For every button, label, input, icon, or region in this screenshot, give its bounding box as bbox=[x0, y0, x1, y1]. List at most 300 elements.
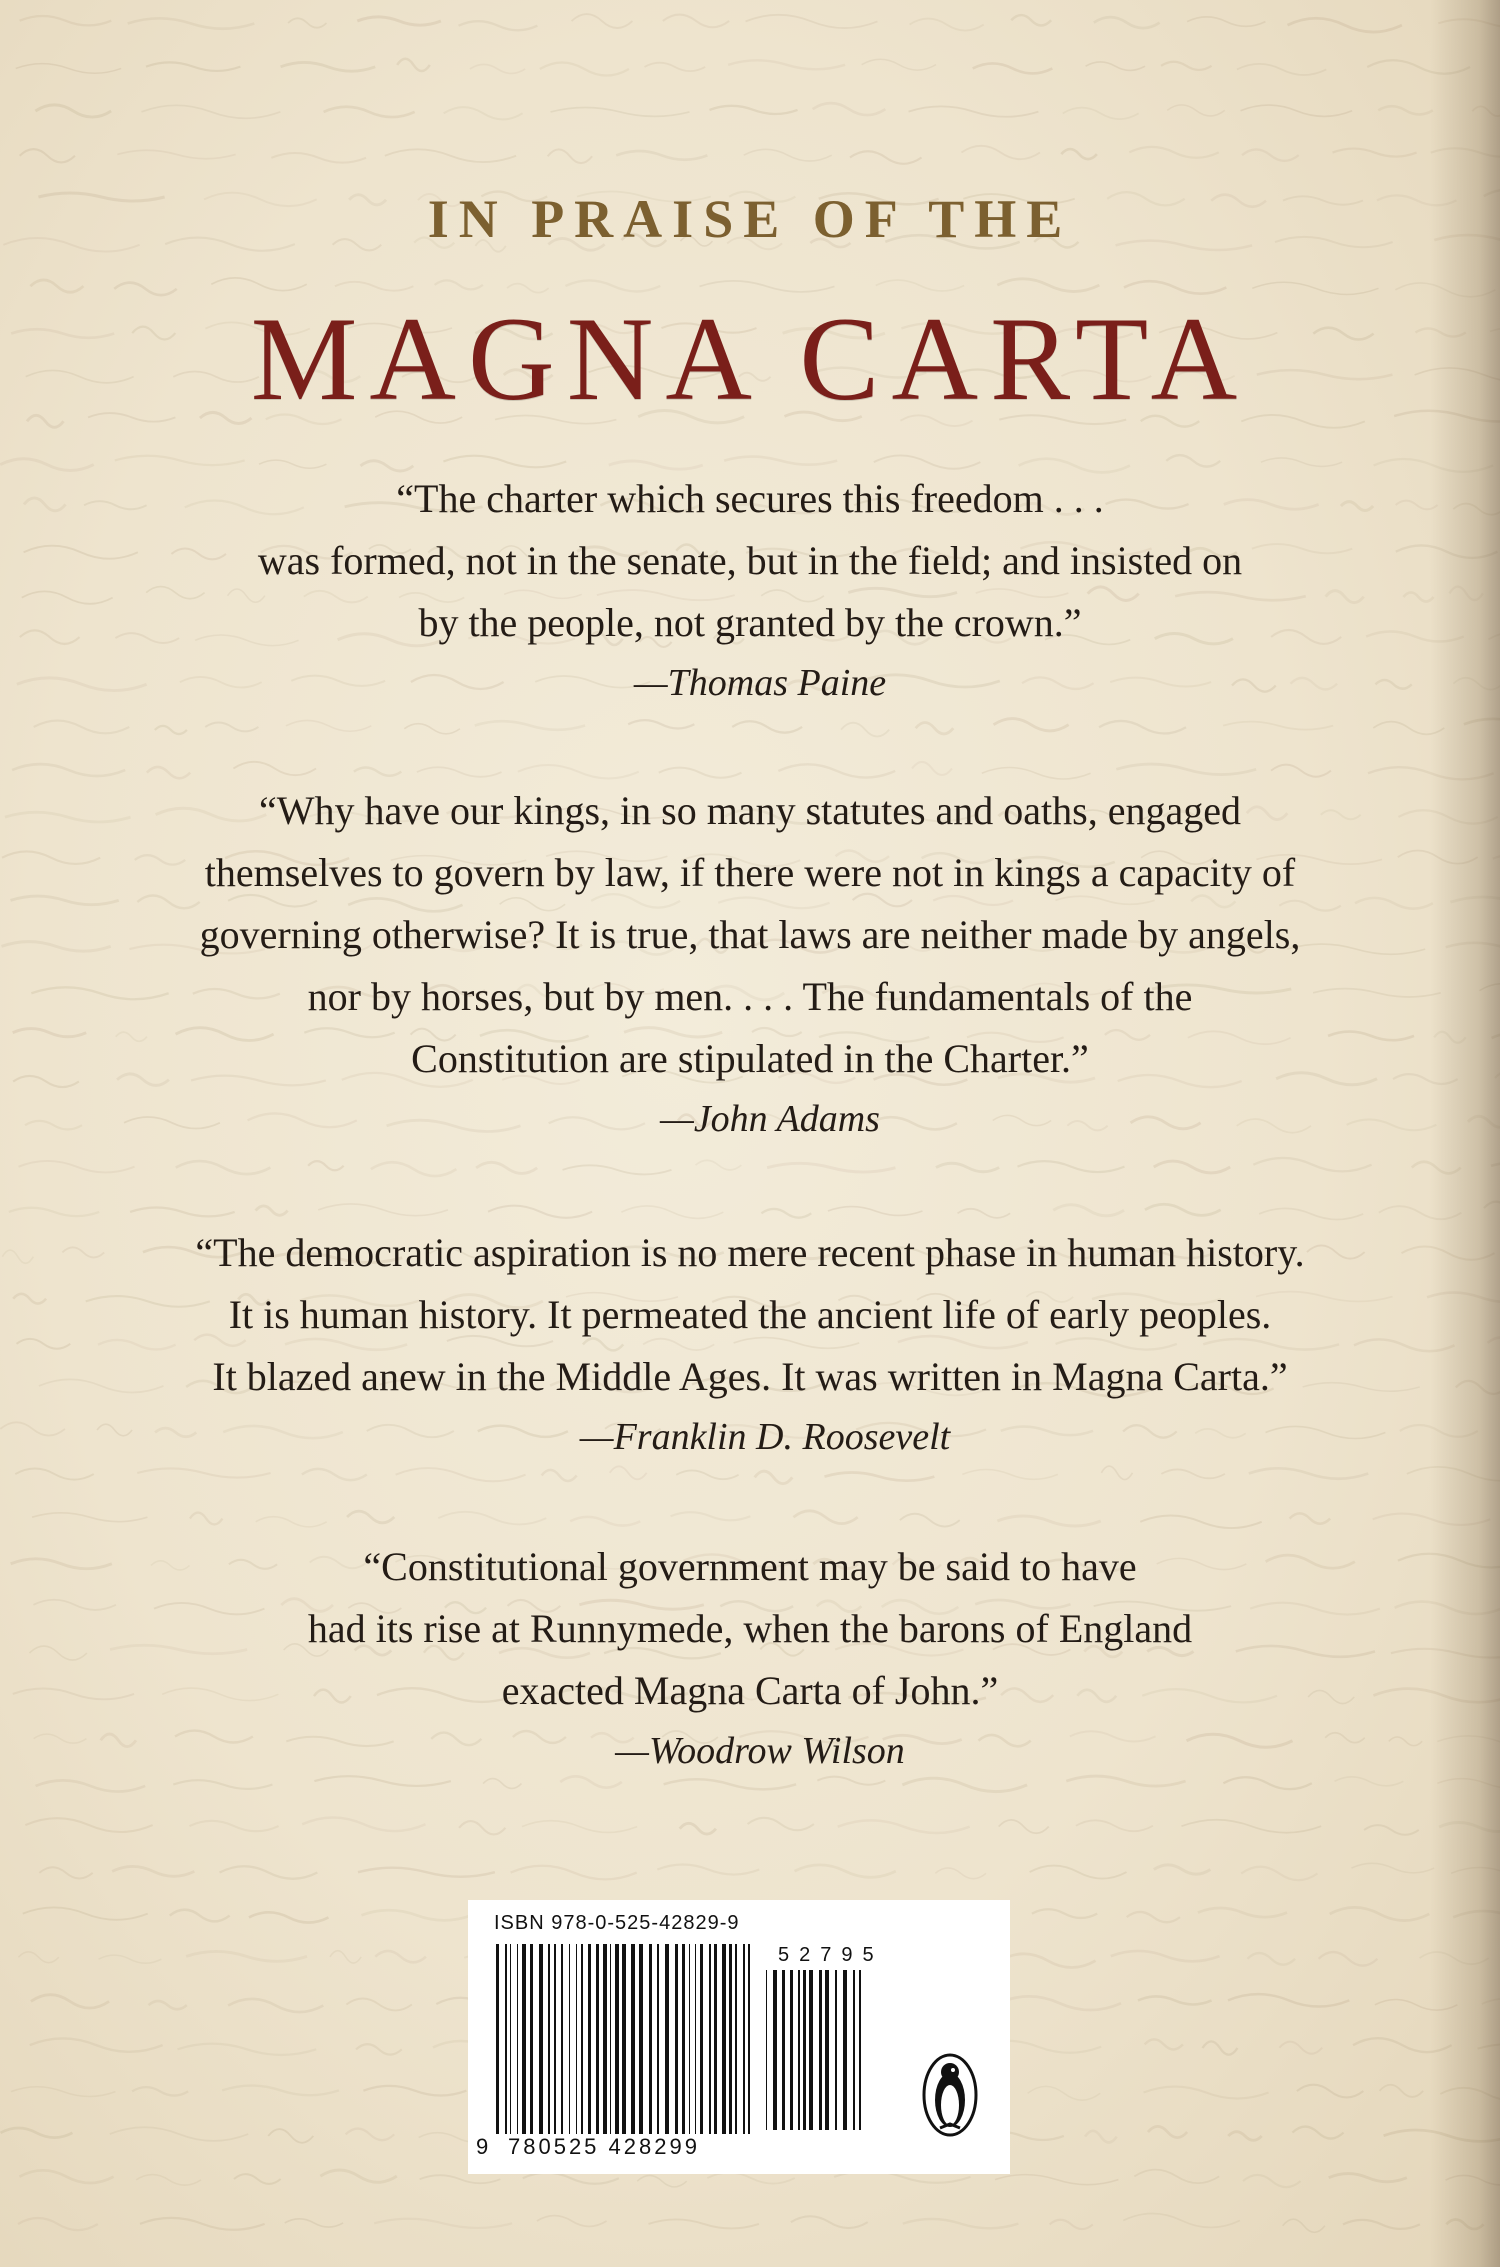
barcode-bar bbox=[825, 1970, 829, 2130]
barcode-main-digits: 780525 428299 bbox=[508, 2134, 700, 2159]
manuscript-stroke bbox=[190, 1513, 223, 1525]
manuscript-stroke bbox=[610, 1466, 647, 1479]
quote-line: “Why have our kings, in so many statutes and oaths, engaged bbox=[259, 788, 1241, 833]
barcode-bar bbox=[530, 1944, 533, 2134]
manuscript-stroke bbox=[1297, 2085, 1364, 2098]
manuscript-stroke bbox=[676, 1470, 738, 1479]
manuscript-stroke bbox=[32, 1513, 147, 1522]
manuscript-stroke bbox=[346, 1998, 411, 2010]
manuscript-stroke bbox=[385, 149, 516, 162]
manuscript-stroke bbox=[1493, 855, 1500, 863]
manuscript-stroke bbox=[1154, 1865, 1211, 1874]
manuscript-stroke bbox=[958, 1209, 1011, 1218]
manuscript-stroke bbox=[1488, 1337, 1500, 1348]
manuscript-stroke bbox=[903, 2219, 1019, 2228]
manuscript-stroke bbox=[935, 1868, 986, 1879]
manuscript-stroke bbox=[99, 1955, 162, 1963]
manuscript-stroke bbox=[318, 1204, 448, 1216]
manuscript-stroke bbox=[1468, 1116, 1500, 1127]
manuscript-stroke bbox=[728, 60, 845, 69]
barcode-bar bbox=[510, 1944, 511, 2134]
manuscript-stroke bbox=[1288, 18, 1402, 32]
manuscript-stroke bbox=[563, 1165, 672, 1174]
manuscript-stroke bbox=[1491, 1162, 1500, 1170]
manuscript-stroke bbox=[211, 278, 306, 291]
manuscript-stroke bbox=[1319, 1952, 1378, 1966]
manuscript-stroke bbox=[1154, 1161, 1230, 1173]
manuscript-stroke bbox=[916, 722, 954, 733]
manuscript-stroke bbox=[1490, 327, 1500, 337]
manuscript-stroke bbox=[551, 107, 690, 116]
manuscript-stroke bbox=[998, 1996, 1121, 2010]
manuscript-stroke bbox=[1283, 2219, 1325, 2232]
manuscript-stroke bbox=[1379, 1206, 1462, 1219]
barcode-bar bbox=[729, 1944, 732, 2134]
manuscript-stroke bbox=[1446, 943, 1500, 952]
quote-attribution: —Thomas Paine bbox=[633, 662, 887, 704]
barcode-bar bbox=[581, 1944, 583, 2134]
barcode-bar bbox=[695, 1944, 696, 2134]
manuscript-stroke bbox=[140, 2218, 265, 2230]
manuscript-stroke bbox=[540, 62, 629, 75]
manuscript-stroke bbox=[1373, 722, 1444, 735]
manuscript-stroke bbox=[268, 2129, 313, 2143]
manuscript-stroke bbox=[13, 1294, 46, 1304]
manuscript-stroke bbox=[1437, 1779, 1500, 1788]
barcode-bar bbox=[554, 1944, 556, 2134]
barcode-bar bbox=[603, 1944, 607, 2134]
manuscript-stroke bbox=[1167, 105, 1225, 116]
manuscript-stroke bbox=[1449, 587, 1482, 600]
manuscript-stroke bbox=[962, 1469, 1057, 1479]
manuscript-stroke bbox=[572, 14, 633, 28]
manuscript-stroke bbox=[862, 59, 936, 70]
manuscript-stroke bbox=[1329, 2174, 1407, 2182]
manuscript-stroke bbox=[128, 18, 255, 28]
barcode-bar bbox=[859, 1970, 861, 2130]
manuscript-stroke bbox=[361, 1910, 471, 1920]
manuscript-stroke bbox=[11, 2087, 115, 2097]
barcode-bar bbox=[665, 1944, 669, 2134]
quote-line: It is human history. It permeated the ancient life of early peoples. bbox=[228, 1292, 1272, 1337]
manuscript-stroke bbox=[228, 1999, 323, 2012]
barcode-bar bbox=[657, 1944, 659, 2134]
isbn-label: ISBN 978-0-525-42829-9 bbox=[494, 1912, 740, 1934]
manuscript-stroke bbox=[170, 1910, 230, 1922]
manuscript-stroke bbox=[19, 1161, 135, 1173]
manuscript-stroke bbox=[1140, 1516, 1261, 1529]
manuscript-stroke bbox=[910, 19, 984, 31]
manuscript-stroke bbox=[324, 107, 415, 117]
manuscript-stroke bbox=[628, 720, 694, 728]
manuscript-stroke bbox=[732, 721, 802, 732]
manuscript-stroke bbox=[438, 1512, 546, 1525]
manuscript-stroke bbox=[1111, 1951, 1220, 1961]
manuscript-stroke bbox=[31, 1995, 109, 2008]
manuscript-stroke bbox=[1384, 2130, 1500, 2141]
manuscript-stroke bbox=[755, 1471, 793, 1484]
manuscript-stroke bbox=[1138, 1996, 1212, 2004]
manuscript-stroke bbox=[347, 1511, 394, 1523]
barcode-bar bbox=[790, 1970, 793, 2130]
manuscript-stroke bbox=[256, 1517, 327, 1527]
manuscript-stroke bbox=[363, 2086, 466, 2096]
manuscript-stroke bbox=[1085, 2131, 1117, 2143]
manuscript-stroke bbox=[746, 15, 878, 28]
manuscript-stroke bbox=[828, 1207, 923, 1216]
manuscript-stroke bbox=[1464, 719, 1500, 730]
manuscript-stroke bbox=[1253, 1158, 1371, 1171]
quote-line: had its rise at Runnymede, when the barons of England bbox=[307, 1606, 1193, 1651]
manuscript-stroke bbox=[621, 1206, 723, 1218]
barcode-bar bbox=[819, 1970, 822, 2130]
barcode-addon-digits: 52795 bbox=[778, 1944, 884, 1966]
barcode-bar bbox=[539, 1944, 543, 2134]
manuscript-stroke bbox=[813, 103, 886, 115]
manuscript-stroke bbox=[1453, 678, 1500, 690]
manuscript-stroke bbox=[1129, 147, 1218, 158]
manuscript-stroke bbox=[982, 768, 1091, 779]
manuscript-stroke bbox=[1330, 1907, 1430, 1920]
manuscript-stroke bbox=[696, 1160, 742, 1170]
manuscript-stroke bbox=[1237, 64, 1326, 75]
barcode-bar bbox=[517, 1944, 518, 2134]
manuscript-stroke bbox=[110, 2127, 248, 2141]
manuscript-stroke bbox=[570, 1517, 640, 1526]
manuscript-stroke bbox=[302, 1469, 367, 1480]
manuscript-stroke bbox=[1472, 106, 1500, 116]
barcode-bar bbox=[809, 1970, 813, 2130]
manuscript-stroke bbox=[34, 721, 130, 734]
manuscript-stroke bbox=[1431, 148, 1500, 157]
manuscript-stroke bbox=[824, 1472, 934, 1480]
quote-woodrow-wilson bbox=[60, 1536, 1440, 1780]
manuscript-stroke bbox=[522, 1821, 637, 1833]
manuscript-stroke bbox=[1166, 455, 1220, 466]
manuscript-stroke bbox=[285, 2219, 343, 2227]
manuscript-stroke bbox=[1249, 1468, 1368, 1478]
manuscript-stroke bbox=[707, 2173, 794, 2184]
manuscript-stroke bbox=[518, 765, 639, 779]
barcode-bar bbox=[843, 1970, 847, 2130]
manuscript-stroke bbox=[186, 1951, 307, 1961]
manuscript-stroke bbox=[1456, 1381, 1500, 1394]
manuscript-stroke bbox=[0, 1422, 65, 1435]
manuscript-stroke bbox=[308, 1161, 344, 1170]
barcode-bar bbox=[735, 1944, 737, 2134]
manuscript-stroke bbox=[1373, 1514, 1491, 1525]
manuscript-stroke bbox=[542, 1470, 577, 1481]
manuscript-stroke bbox=[1187, 17, 1265, 26]
quote-attribution: —Woodrow Wilson bbox=[615, 1730, 905, 1772]
manuscript-stroke bbox=[142, 105, 281, 118]
manuscript-stroke bbox=[1351, 1863, 1434, 1873]
manuscript-stroke bbox=[36, 1780, 146, 1791]
manuscript-stroke bbox=[778, 764, 895, 777]
manuscript-stroke bbox=[488, 1206, 592, 1218]
manuscript-stroke bbox=[1453, 504, 1500, 515]
manuscript-stroke bbox=[649, 2219, 759, 2228]
manuscript-stroke bbox=[1243, 2175, 1301, 2187]
manuscript-stroke bbox=[838, 1820, 970, 1833]
barcode-bar bbox=[496, 1944, 499, 2134]
barcode-bar bbox=[700, 1944, 703, 2134]
manuscript-stroke bbox=[744, 149, 832, 161]
quote-line: governing otherwise? It is true, that laws are neither made by angels, bbox=[199, 912, 1301, 957]
manuscript-stroke bbox=[112, 1866, 194, 1876]
manuscript-stroke bbox=[1434, 235, 1500, 245]
manuscript-stroke bbox=[659, 768, 742, 778]
manuscript-stroke bbox=[1333, 149, 1417, 157]
manuscript-stroke bbox=[1343, 2220, 1420, 2229]
quote-attribution: —John Adams bbox=[660, 1098, 880, 1140]
quote-line: “The charter which secures this freedom . . . bbox=[396, 476, 1104, 521]
barcode-bar bbox=[853, 1970, 855, 2130]
manuscript-stroke bbox=[1094, 17, 1160, 28]
manuscript-stroke bbox=[356, 2044, 402, 2054]
barcode-bar bbox=[548, 1944, 550, 2134]
manuscript-stroke bbox=[1353, 2038, 1452, 2052]
manuscript-stroke bbox=[1271, 765, 1331, 777]
barcode-bar bbox=[649, 1944, 652, 2134]
manuscript-stroke bbox=[12, 764, 125, 776]
manuscript-stroke bbox=[1488, 633, 1500, 646]
manuscript-stroke bbox=[1484, 190, 1500, 203]
manuscript-stroke bbox=[302, 1817, 425, 1831]
manuscript-stroke bbox=[2, 1250, 33, 1263]
manuscript-stroke bbox=[330, 1951, 361, 1963]
barcode-bar bbox=[569, 1944, 570, 2134]
quote-john-adams bbox=[60, 780, 1440, 1148]
manuscript-stroke bbox=[637, 2175, 686, 2186]
manuscript-stroke bbox=[148, 2001, 186, 2009]
manuscript-stroke bbox=[1437, 1736, 1500, 1747]
manuscript-stroke bbox=[404, 724, 460, 734]
barcode-bar bbox=[682, 1944, 685, 2134]
manuscript-stroke bbox=[417, 767, 502, 777]
manuscript-stroke bbox=[173, 1780, 272, 1789]
manuscript-stroke bbox=[1123, 2213, 1240, 2227]
barcode-bar bbox=[622, 1944, 626, 2134]
manuscript-stroke bbox=[1261, 458, 1342, 467]
barcode-bar bbox=[610, 1944, 611, 2134]
quote-line: Constitution are stipulated in the Charter.” bbox=[411, 1036, 1089, 1081]
manuscript-stroke bbox=[1446, 2219, 1483, 2229]
manuscript-stroke bbox=[1032, 1909, 1097, 1918]
manuscript-stroke bbox=[1450, 897, 1500, 907]
manuscript-stroke bbox=[1223, 722, 1333, 730]
manuscript-stroke bbox=[995, 2175, 1118, 2185]
manuscript-stroke bbox=[523, 2173, 619, 2184]
barcode-bar bbox=[596, 1944, 599, 2134]
barcode-bar bbox=[561, 1944, 563, 2134]
barcode-bar bbox=[798, 1970, 800, 2130]
barcode-bar bbox=[835, 1970, 837, 2130]
manuscript-stroke bbox=[1364, 1825, 1419, 1835]
barcode-bar bbox=[689, 1944, 690, 2134]
manuscript-stroke bbox=[137, 1468, 270, 1477]
quote-line: “Constitutional government may be said to have bbox=[363, 1544, 1137, 1589]
manuscript-stroke bbox=[1484, 1202, 1500, 1215]
manuscript-stroke bbox=[371, 1162, 456, 1176]
manuscript-stroke bbox=[249, 1912, 328, 1922]
manuscript-stroke bbox=[1000, 1954, 1096, 1968]
manuscript-stroke bbox=[1453, 1911, 1500, 1924]
manuscript-stroke bbox=[1451, 1868, 1500, 1880]
manuscript-stroke bbox=[1412, 1162, 1461, 1174]
manuscript-stroke bbox=[354, 768, 402, 776]
manuscript-stroke bbox=[761, 1209, 811, 1218]
manuscript-stroke bbox=[1145, 1204, 1221, 1215]
manuscript-stroke bbox=[973, 63, 1053, 73]
manuscript-stroke bbox=[443, 456, 566, 468]
quote-thomas-paine bbox=[60, 468, 1440, 712]
manuscript-stroke bbox=[1134, 2170, 1219, 2184]
manuscript-stroke bbox=[16, 64, 121, 74]
manuscript-stroke bbox=[1241, 1867, 1317, 1880]
barcode-bar bbox=[748, 1944, 750, 2134]
manuscript-stroke bbox=[459, 1821, 505, 1834]
manuscript-stroke bbox=[1198, 1908, 1287, 1917]
barcode-bar bbox=[505, 1944, 507, 2134]
manuscript-stroke bbox=[850, 151, 922, 164]
manuscript-stroke bbox=[664, 1779, 796, 1789]
manuscript-stroke bbox=[710, 106, 798, 114]
manuscript-stroke bbox=[902, 1778, 1027, 1791]
manuscript-stroke bbox=[1028, 2086, 1101, 2100]
manuscript-stroke bbox=[1439, 1822, 1500, 1831]
manuscript-stroke bbox=[1446, 2175, 1500, 2184]
barcode-bar bbox=[722, 1944, 726, 2134]
manuscript-stroke bbox=[1228, 2132, 1261, 2141]
manuscript-stroke bbox=[475, 721, 585, 730]
manuscript-stroke bbox=[1378, 106, 1433, 114]
manuscript-stroke bbox=[511, 1866, 637, 1880]
manuscript-stroke bbox=[1144, 2087, 1269, 2099]
barcode-bar bbox=[615, 1944, 619, 2134]
manuscript-stroke bbox=[234, 2174, 281, 2184]
barcode-bar bbox=[631, 1944, 635, 2134]
manuscript-stroke bbox=[909, 106, 1039, 116]
manuscript-stroke bbox=[136, 2175, 201, 2186]
manuscript-stroke bbox=[146, 62, 240, 71]
manuscript-stroke bbox=[1061, 149, 1097, 159]
manuscript-stroke bbox=[375, 1951, 426, 1962]
quote-line: themselves to govern by law, if there were not in kings a capacity of bbox=[204, 850, 1296, 895]
manuscript-stroke bbox=[1241, 105, 1353, 116]
manuscript-stroke bbox=[18, 2218, 98, 2230]
manuscript-stroke bbox=[748, 1818, 814, 1830]
manuscript-stroke bbox=[791, 2216, 868, 2228]
manuscript-stroke bbox=[644, 63, 705, 71]
manuscript-stroke bbox=[117, 150, 235, 159]
manuscript-stroke bbox=[1, 2128, 73, 2138]
manuscript-stroke bbox=[233, 762, 316, 775]
manuscript-stroke bbox=[1148, 2126, 1187, 2137]
manuscript-stroke bbox=[396, 1468, 526, 1481]
manuscript-stroke bbox=[724, 457, 837, 465]
barcode-bar bbox=[803, 1970, 806, 2130]
manuscript-stroke bbox=[794, 1865, 895, 1877]
barcode-bar bbox=[588, 1944, 591, 2134]
manuscript-stroke bbox=[1242, 149, 1299, 160]
manuscript-stroke bbox=[663, 15, 729, 28]
manuscript-stroke bbox=[1375, 1999, 1457, 2010]
manuscript-stroke bbox=[1479, 984, 1500, 998]
manuscript-stroke bbox=[1367, 60, 1470, 73]
manuscript-stroke bbox=[358, 1868, 495, 1877]
manuscript-stroke bbox=[256, 1206, 288, 1215]
manuscript-stroke bbox=[1247, 1953, 1295, 1965]
manuscript-stroke bbox=[374, 2219, 512, 2228]
manuscript-stroke bbox=[444, 107, 523, 119]
manuscript-stroke bbox=[1438, 19, 1500, 27]
manuscript-stroke bbox=[1063, 108, 1139, 119]
manuscript-stroke bbox=[1259, 1208, 1363, 1219]
manuscript-stroke bbox=[320, 2170, 396, 2182]
manuscript-stroke bbox=[1482, 1998, 1500, 2009]
barcode-bar bbox=[576, 1944, 577, 2134]
manuscript-stroke bbox=[459, 21, 538, 30]
manuscript-stroke bbox=[1407, 1467, 1500, 1481]
barcode-bar bbox=[743, 1944, 745, 2134]
manuscript-stroke bbox=[176, 1161, 271, 1174]
manuscript-stroke bbox=[23, 1907, 148, 1919]
manuscript-stroke bbox=[671, 1512, 751, 1520]
manuscript-stroke bbox=[1076, 1820, 1153, 1831]
manuscript-stroke bbox=[288, 18, 326, 27]
manuscript-stroke bbox=[9, 1208, 99, 1216]
manuscript-stroke bbox=[1011, 15, 1051, 25]
manuscript-stroke bbox=[1161, 1469, 1225, 1478]
quote-line: It blazed anew in the Middle Ages. It was written in Magna Carta.” bbox=[212, 1354, 1288, 1399]
manuscript-stroke bbox=[1050, 2220, 1093, 2229]
manuscript-stroke bbox=[20, 16, 112, 25]
manuscript-stroke bbox=[155, 726, 187, 734]
manuscript-stroke bbox=[1181, 1820, 1321, 1833]
manuscript-stroke bbox=[548, 149, 593, 163]
manuscript-stroke bbox=[19, 2170, 113, 2183]
manuscript-stroke bbox=[657, 1865, 759, 1875]
barcode-bar bbox=[782, 1970, 785, 2130]
manuscript-stroke bbox=[205, 723, 258, 732]
manuscript-stroke bbox=[476, 1162, 537, 1173]
manuscript-stroke bbox=[189, 1821, 278, 1831]
manuscript-stroke bbox=[1202, 2041, 1237, 2054]
isbn-barcode bbox=[468, 1900, 1010, 2174]
manuscript-stroke bbox=[793, 1511, 857, 1524]
quote-line: exacted Magna Carta of John.” bbox=[501, 1668, 999, 1713]
manuscript-stroke bbox=[936, 1163, 999, 1172]
barcode-bar bbox=[714, 1944, 717, 2134]
manuscript-stroke bbox=[147, 767, 190, 778]
barcode-bar bbox=[773, 1970, 777, 2130]
manuscript-stroke bbox=[1434, 1032, 1465, 1043]
manuscript-stroke bbox=[1127, 1912, 1180, 1922]
manuscript-stroke bbox=[1427, 1293, 1500, 1303]
manuscript-stroke bbox=[1030, 1866, 1127, 1879]
manuscript-stroke bbox=[680, 1823, 716, 1834]
manuscript-stroke bbox=[1420, 1952, 1489, 1964]
cover-title: MAGNA CARTA bbox=[250, 292, 1250, 425]
manuscript-stroke bbox=[999, 1820, 1049, 1833]
cover-kicker: IN PRAISE OF THE bbox=[427, 189, 1073, 249]
manuscript-stroke bbox=[961, 146, 1040, 159]
barcode-main-bars bbox=[496, 1944, 756, 2134]
manuscript-stroke bbox=[616, 151, 707, 160]
manuscript-stroke bbox=[39, 1867, 92, 1878]
quote-line: nor by horses, but by men. . . . The fundamentals of the bbox=[307, 974, 1193, 1019]
